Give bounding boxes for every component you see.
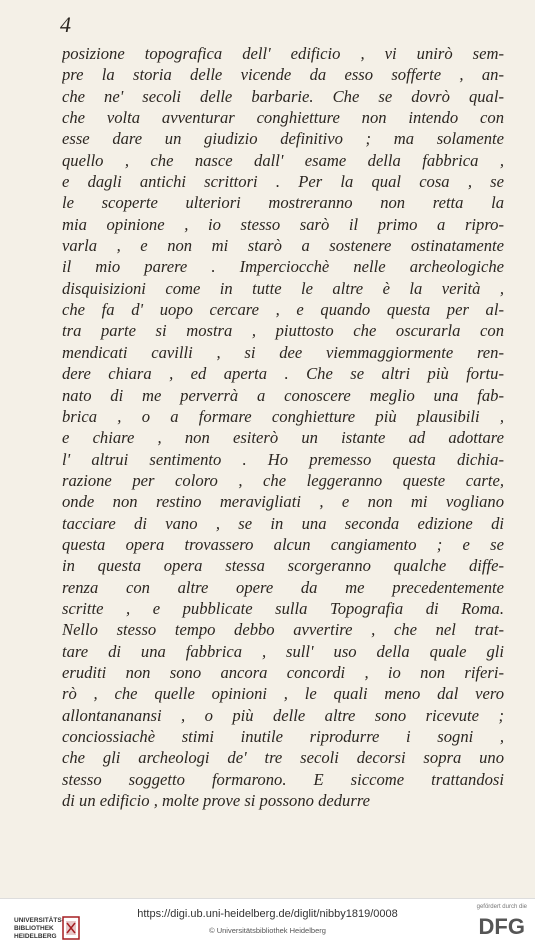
text-line: e dagli antichi scrittori . Per la qual cosa , se [62, 172, 504, 192]
text-line: che gli archeologi de' tre secoli decorsi sopra uno [62, 748, 504, 768]
page-url-link[interactable]: https://digi.ub.uni-heidelberg.de/diglit/nibby1819/0008 [137, 908, 398, 920]
text-line: quello , che nasce dall' esame della fabbrica , [62, 150, 504, 170]
text-line: che volta avventurar conghietture non intendo con [62, 108, 504, 128]
text-line: pre la storia delle vicende da esso sofferte , an- [62, 65, 504, 85]
text-line: le scoperte ulteriori mostreranno non retta la [62, 193, 504, 213]
text-line: Nello stesso tempo debbo avvertire , che nel trat- [62, 620, 504, 640]
text-line: che ne' secoli delle barbarie. Che se dovrò qual- [62, 86, 504, 106]
copyright-notice: © Universitätsbibliothek Heidelberg [209, 926, 326, 935]
viewer-footer [0, 898, 535, 943]
text-line: in questa opera stessa scorgeranno qualche diffe- [62, 556, 504, 576]
text-line: scritte , e pubblicate sulla Topografia di Roma. [62, 598, 504, 618]
text-line: il mio parere . Imperciocchè nelle archeologiche [62, 257, 504, 277]
text-line: allontananansi , o più delle altre sono ricevute ; [62, 705, 504, 725]
text-line: esse dare un giudizio definitivo ; ma solamente [62, 129, 504, 149]
text-line: varla , e non mi starò a sostenere ostinatamente [62, 236, 504, 256]
dfg-logo-text: DFG [478, 914, 525, 938]
text-line: che fa d' uopo cercare , e quando questa per al- [62, 300, 504, 320]
text-line: tacciare di vano , se in una seconda edizione di [62, 513, 504, 533]
text-line: stesso soggetto formarono. E siccome trattandosi [62, 769, 504, 789]
text-line: brica , o a formare conghietture più plausibili , [62, 406, 504, 426]
text-line: razione per coloro , che leggeranno queste carte, [62, 470, 504, 490]
text-line: tare di una fabbrica , sull' uso della quale gli [62, 641, 504, 661]
text-line: mia opinione , io stesso sarò il primo a ripro- [62, 214, 504, 234]
text-line: e chiare , non esiterò un istante ad adottare [62, 428, 504, 448]
text-line: onde non restino meravigliati , e non mi vogliano [62, 492, 504, 512]
text-line: mendicati cavilli , si dee viemmaggiormente ren- [62, 342, 504, 362]
body-text [62, 43, 504, 811]
page-number: 4 [60, 12, 71, 37]
text-line: di un edificio , molte prove si possono dedurre [62, 791, 371, 811]
text-line: nato di me perverrà a conoscere meglio una fab- [62, 385, 504, 405]
text-line: renza con altre opere da me precedentemente [62, 577, 504, 597]
text-line: disquisizioni come in tutte le altre è la verità , [62, 278, 504, 298]
text-line: eruditi non sono ancora concordi , io non riferi- [62, 662, 504, 682]
text-line: dere chiara , ed aperta . Che se altri più fortu- [62, 364, 504, 384]
funded-by-label: gefördert durch die [476, 904, 527, 910]
text-line: l' altrui sentimento . Ho premesso questa dichia- [62, 449, 504, 469]
text-line: tra parte si mostra , piuttosto che oscurarla con [62, 321, 504, 341]
library-logo-text: UNIVERSITÄTS- BIBLIOTHEK HEIDELBERG [14, 917, 64, 940]
text-line: questa opera trovassero alcun cangiamento ; e se [62, 534, 504, 554]
dfg-logo-icon[interactable] [447, 912, 527, 938]
text-line: posizione topografica dell' edificio , vi unirò sem- [62, 44, 504, 63]
text-line: rò , che quelle opinioni , le quali meno dal vero [62, 684, 504, 704]
text-line: conciossiachè stimi inutile riprodurre i sogni , [62, 727, 504, 746]
